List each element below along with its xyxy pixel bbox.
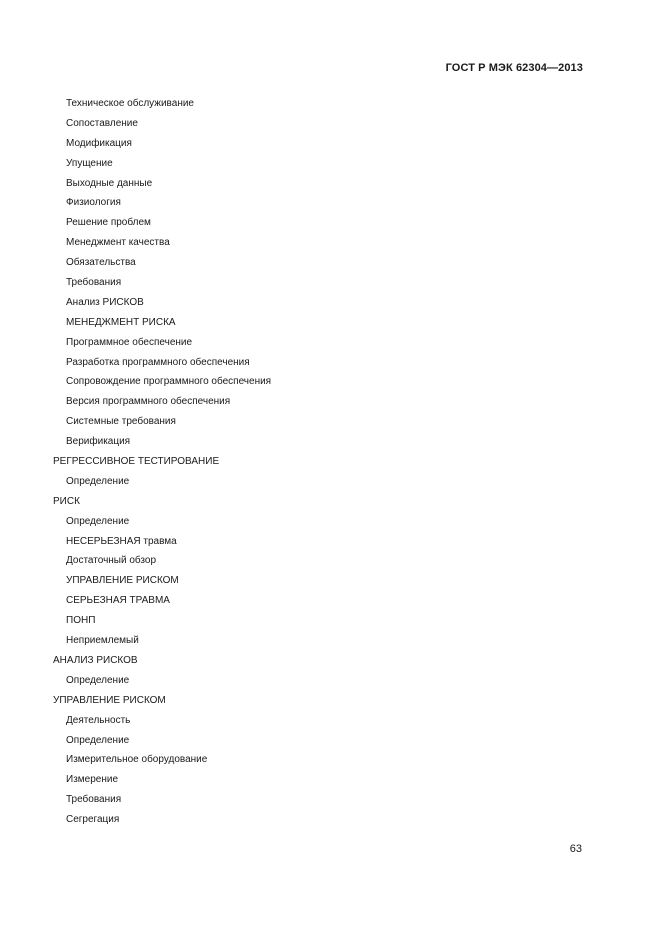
subject-index-list: [0, 97, 661, 833]
index-subentry: МЕНЕДЖМЕНТ РИСКА: [66, 316, 176, 328]
index-subentry: Системные требования: [66, 416, 176, 428]
document-code-header: ГОСТ Р МЭК 62304—2013: [445, 62, 583, 74]
index-subentry: Модификация: [66, 137, 132, 149]
index-subentry: Обязательства: [66, 257, 136, 269]
index-subentry: Менеджмент качества: [66, 237, 170, 249]
index-heading: АНАЛИЗ РИСКОВ: [53, 654, 138, 666]
index-subentry: Требования: [66, 794, 122, 806]
index-heading: УПРАВЛЕНИЕ РИСКОМ: [53, 694, 166, 706]
index-subentry: Верификация: [66, 436, 131, 448]
index-subentry: Сегрегация: [66, 814, 120, 826]
index-subentry: Достаточный обзор: [66, 555, 157, 567]
index-subentry: Требования: [66, 277, 122, 289]
index-subentry: Определение: [66, 734, 130, 746]
index-subentry: Программное обеспечение: [66, 336, 193, 348]
index-subentry: Измерение: [66, 774, 119, 786]
index-subentry: ПОНП: [66, 615, 96, 627]
index-subentry: Сопровождение программного обеспечения: [66, 376, 272, 388]
index-subentry: Физиология: [66, 197, 121, 209]
index-subentry: Определение: [66, 674, 130, 686]
index-subentry: Разработка программного обеспечения: [66, 356, 250, 368]
index-subentry: УПРАВЛЕНИЕ РИСКОМ: [66, 575, 179, 587]
index-heading: РИСК: [53, 495, 80, 507]
index-subentry: Неприемлемый: [66, 635, 139, 647]
index-heading: РЕГРЕССИВНОЕ ТЕСТИРОВАНИЕ: [53, 456, 220, 468]
index-subentry: Определение: [66, 515, 130, 527]
index-subentry: Техническое обслуживание: [66, 98, 194, 109]
index-subentry: Упущение: [66, 157, 113, 169]
index-subentry: Определение: [66, 475, 130, 487]
index-subentry: Сопоставление: [66, 117, 138, 129]
index-subentry: Деятельность: [66, 714, 131, 726]
index-subentry: Выходные данные: [66, 177, 153, 189]
index-subentry: НЕСЕРЬЕЗНАЯ травма: [66, 535, 177, 547]
index-subentry: СЕРЬЕЗНАЯ ТРАВМА: [66, 595, 170, 607]
index-subentry: Измерительное оборудование: [66, 754, 208, 766]
page-number: 63: [569, 843, 582, 855]
index-subentry: Решение проблем: [66, 217, 151, 229]
index-subentry: Версия программного обеспечения: [66, 396, 231, 408]
index-subentry: Анализ РИСКОВ: [66, 296, 144, 308]
